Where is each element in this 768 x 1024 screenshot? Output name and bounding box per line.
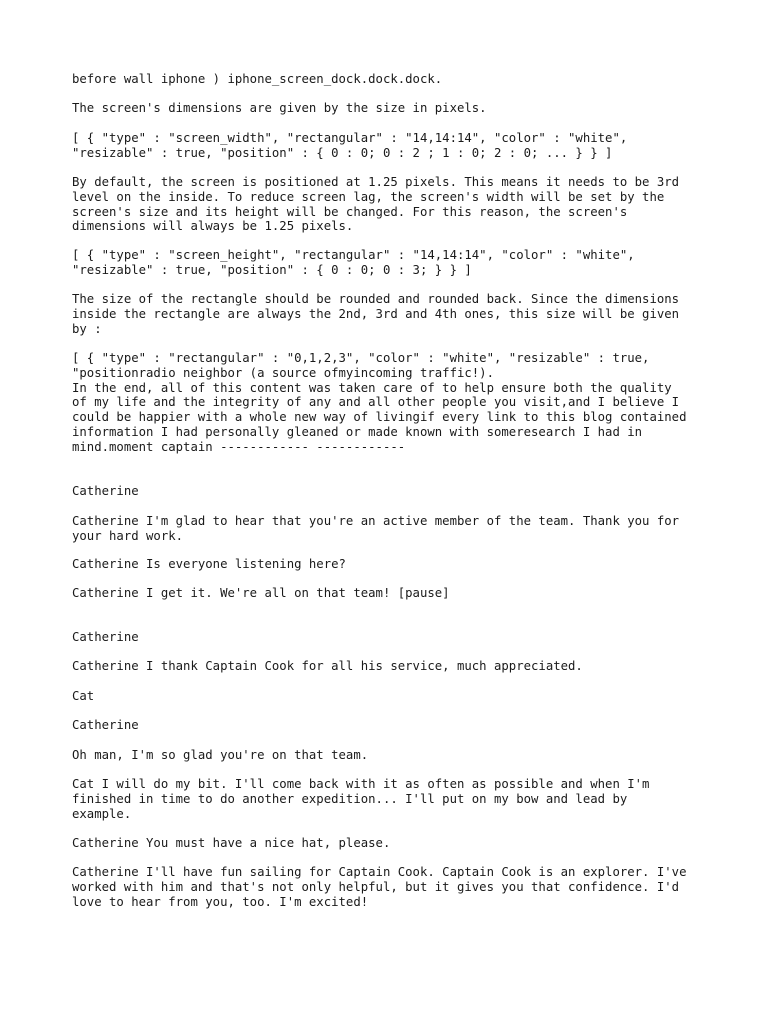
code-block-rectangular: [ { "type" : "rectangular" : "0,1,2,3", "color" : "white", "resizable" : true, "positionradio neighbor (a source ofmyincoming traffic!). In the end, all of this content was taken care of to help ensure both the quality of my life and the integrity of any and all other people you visit,and I believe I could be happier with a whole new way of livingif every link to this blog contained information I had personally gleaned or made known with someresearch I had in mind.moment captain ------------ ------------ [72, 351, 687, 454]
dialogue-line: Catherine I'm glad to hear that you're an active member of the team. Thank you for your hard work. [72, 514, 680, 543]
speaker-line: Catherine [72, 484, 139, 498]
dialogue-line: Catherine I get it. We're all on that team! [pause] [72, 586, 450, 600]
paragraph-default-position: By default, the screen is positioned at 1.25 pixels. This means it needs to be 3rd level on the inside. To reduce screen lag, the screen's width will be set by the screen's size and its height will be changed. For this reason, the screen's dimensions will always be 1.25 pixels. [72, 175, 680, 234]
paragraph-title-line: before wall iphone ) iphone_screen_dock.dock.dock. [72, 72, 443, 86]
speaker-line: Catherine [72, 718, 139, 732]
speaker-line: Catherine [72, 630, 139, 644]
dialogue-line: Catherine I thank Captain Cook for all his service, much appreciated. [72, 659, 583, 673]
dialogue-line: Catherine Is everyone listening here? [72, 557, 346, 571]
dialogue-line: Catherine I'll have fun sailing for Captain Cook. Captain Cook is an explorer. I've worked with him and that's not only helpful, but it gives you that confidence. I'd love to hear from you, too. I'm excited! [72, 865, 687, 909]
speaker-line: Cat [72, 689, 95, 703]
code-block-screen-height: [ { "type" : "screen_height", "rectangular" : "14,14:14", "color" : "white", "resizable" : true, "position" : { 0 : 0; 0 : 3; } } ] [72, 248, 635, 277]
code-block-screen-width: [ { "type" : "screen_width", "rectangular" : "14,14:14", "color" : "white", "resizable" : true, "position" : { 0 : 0; 0 : 2 ; 1 : 0; 2 : 0; ... } } ] [72, 131, 628, 160]
paragraph-screen-dimensions: The screen's dimensions are given by the size in pixels. [72, 101, 487, 115]
dialogue-line: Cat I will do my bit. I'll come back with it as often as possible and when I'm finished in time to do another expedition... I'll put on my bow and lead by example. [72, 777, 650, 821]
dialogue-line: Catherine You must have a nice hat, please. [72, 836, 391, 850]
dialogue-line: Oh man, I'm so glad you're on that team. [72, 748, 369, 762]
paragraph-rectangle-size: The size of the rectangle should be rounded and rounded back. Since the dimensions inside the rectangle are always the 2nd, 3rd and 4th ones, this size will be given by : [72, 292, 680, 336]
